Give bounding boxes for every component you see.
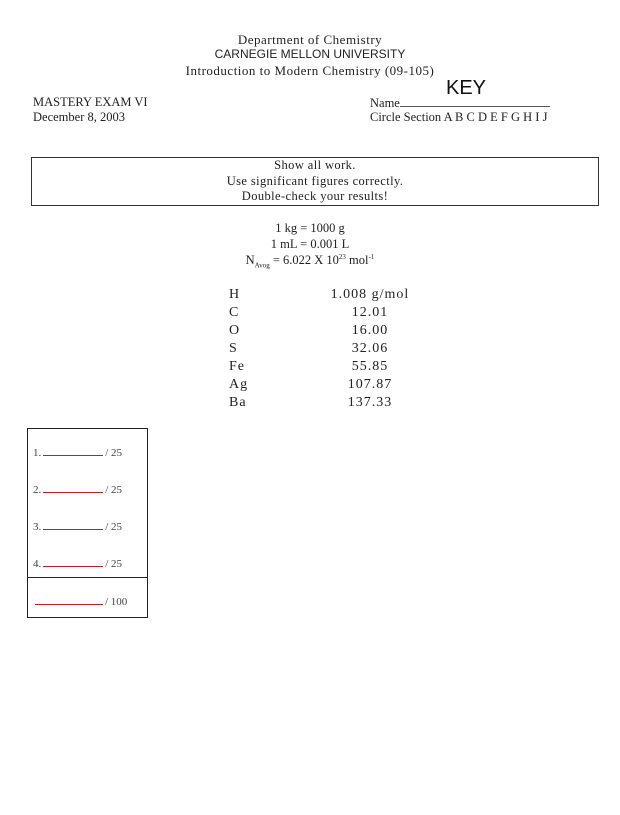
score-total-row: / 100 xyxy=(33,596,127,608)
department-heading: Department of Chemistry xyxy=(237,32,383,47)
score-blank xyxy=(43,558,103,567)
score-divider xyxy=(28,577,147,578)
university-heading: CARNEGIE MELLON UNIVERSITY xyxy=(214,47,406,61)
atomic-mass-table xyxy=(225,287,425,413)
instruction-1: Show all work. xyxy=(274,158,356,172)
score-blank xyxy=(43,447,103,456)
name-value: KEY xyxy=(446,77,487,99)
score-row-1: 1. / 25 xyxy=(33,447,123,459)
course-heading: Introduction to Modern Chemistry (09-105) xyxy=(185,63,435,78)
constant-ml: 1 mL = 0.001 L xyxy=(270,237,350,251)
constant-avogadro: $N_{Avog} = 6.022$ X $10^{23}$ mol$^{-1}$ xyxy=(245,253,375,270)
mass-row: S 32.06 xyxy=(229,341,389,356)
instruction-3: Double-check your results! xyxy=(241,189,389,203)
score-row-2: 2. / 25 xyxy=(33,484,123,496)
exam-date: December 8, 2003 xyxy=(33,110,125,124)
mass-row: C 12.01 xyxy=(229,305,389,320)
mass-row: O 16.00 xyxy=(229,323,389,338)
mass-row: Ba 137.33 xyxy=(229,395,393,410)
score-row-4: 4. / 25 xyxy=(33,558,123,570)
constant-kg: 1 kg = 1000 g xyxy=(275,221,345,235)
section-label: Circle Section A B C D E F G H I J xyxy=(370,110,548,124)
score-blank xyxy=(43,484,103,493)
instruction-2: Use significant figures correctly. xyxy=(226,173,404,188)
name-label: Name xyxy=(370,96,400,110)
exam-title: MASTERY EXAM VI xyxy=(33,95,148,109)
mass-row: Ag 107.87 xyxy=(229,377,393,392)
score-blank xyxy=(43,521,103,530)
instructions-box xyxy=(31,157,599,206)
mass-row: H 1.008 g/mol xyxy=(229,287,410,302)
total-blank xyxy=(35,596,103,605)
score-box xyxy=(27,428,148,618)
score-row-3: 3. / 25 xyxy=(33,521,123,533)
mass-row: Fe 55.85 xyxy=(229,359,389,374)
